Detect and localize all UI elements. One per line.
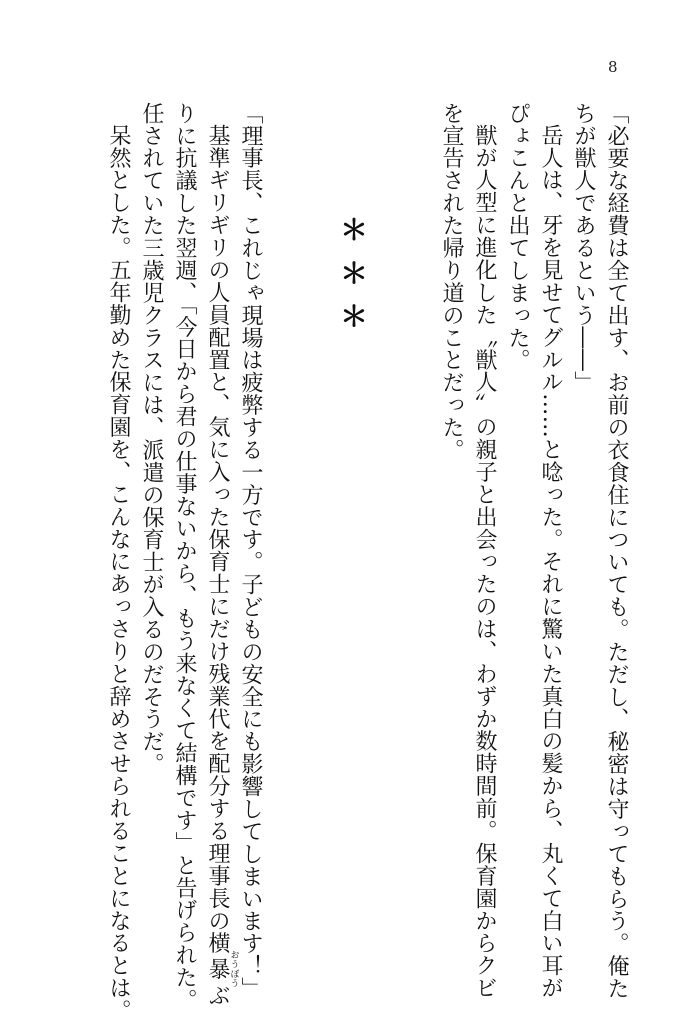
page-number: 8 [608, 58, 618, 76]
ruby-reading: おうぼう [228, 950, 239, 989]
text-line-2: ちが獣人であるという――」 [571, 102, 596, 394]
ruby-annotation [205, 950, 239, 989]
text-line-9: りに抗議した翌週、「今日から君の仕事ないから、もう来なくて結構です」と告げられた。 [172, 102, 197, 1012]
text-line-7: 「理事長、これじゃ現場は疲弊する一方です。子どもの安全にも影響してしまいます！」 [238, 102, 263, 1000]
text-line-11: 呆然とした。五年勤めた保育園を、こんなにあっさりと辞めさせられることになるとは。 [106, 124, 131, 1022]
ruby-base: 暴 [205, 950, 230, 989]
text-line-6: を宣告された帰り道のことだった。 [439, 102, 464, 462]
section-break: ＊＊＊ [336, 215, 369, 346]
text-line-5: 獣が人型に進化した〝獣人〟の親子と出会ったのは、わずか数時間前。保育園からクビ [472, 124, 497, 1000]
text-line-1: 「必要な経費は全て出す、お前の衣食住についても。ただし、秘密は守ってもらう。俺た [604, 102, 629, 1000]
text-line-10: 任されていた三歳児クラスには、派遣の保育士が入るのだそうだ。 [139, 102, 164, 776]
text-line-3: 岳人は、牙を見せてグルル……と唸った。それに驚いた真白の髪から、丸くて白い耳が [538, 124, 563, 1000]
text-line-8-main: 基準ギリギリの人員配置と、気に入った保育士にだけ残業代を配分する理事長の横 [205, 124, 230, 955]
ruby-after: ぶ [205, 984, 230, 1007]
text-line-4: ぴょこんと出てしまった。 [505, 102, 530, 372]
text-line-8 [201, 102, 239, 1007]
